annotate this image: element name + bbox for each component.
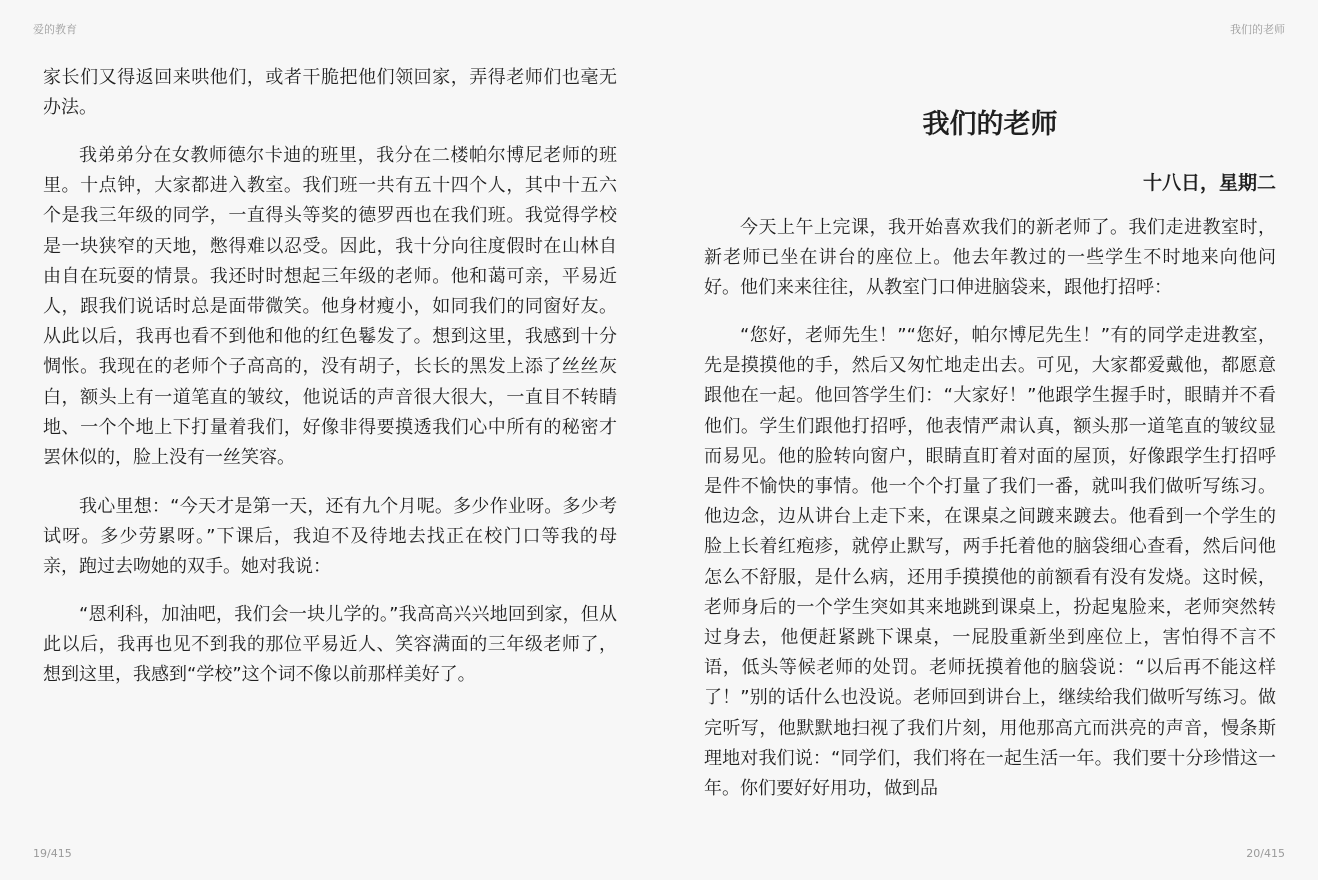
chapter-date: 十八日，星期二	[1142, 172, 1276, 194]
right-page-number: 20/415	[1246, 847, 1285, 860]
left-page[interactable]	[43, 0, 617, 880]
book-title-header: 爱的教育	[33, 23, 77, 36]
right-page[interactable]	[704, 0, 1276, 880]
left-paragraph-3: 我心里想：“今天才是第一天，还有九个月呢。多少作业呀。多少考试呀。多少劳累呀。”下课后，我迫不及待地去找正在校门口等我的母亲，跑过去吻她的双手。她对我说：	[43, 496, 617, 578]
left-paragraph-4: “恩利科，加油吧，我们会一块儿学的。”我高高兴兴地回到家，但从此以后，我再也见不到我的那位平易近人、笑容满面的三年级老师了，想到这里，我感到“学校”这个词不像以前那样美好了。	[43, 604, 617, 686]
chapter-heading: 我们的老师	[922, 109, 1058, 140]
left-paragraph-2: 我弟弟分在女教师德尔卡迪的班里，我分在二楼帕尔博尼老师的班里。十点钟，大家都进入教室。我们班一共有五十四个人，其中十五六个是我三年级的同学，一直得头等奖的德罗西也在我们班。我觉得学校是一块狭窄的天地，憋得难以忍受。因此，我十分向往度假时在山林自由自在玩耍的情景。我还时时想起三年级的老师。他和蔼可亲，平易近人，跟我们说话时总是面带微笑。他身材瘦小，如同我们的同窗好友。从此以后，我再也看不到他和他的红色鬈发了。想到这里，我感到十分惆怅。我现在的老师个子高高的，没有胡子，长长的黑发上添了丝丝灰白，额头上有一道笔直的皱纹，他说话的声音很大很大，一直目不转睛地、一个个地上下打量着我们，好像非得要摸透我们心中所有的秘密才罢休似的，脸上没有一丝笑容。	[43, 145, 617, 469]
right-paragraph-2: “您好，老师先生！”“您好，帕尔博尼先生！”有的同学走进教室，先是摸摸他的手，然后又匆忙地走出去。可见，大家都爱戴他，都愿意跟他在一起。他回答学生们：“大家好！”他跟学生握手时，眼睛并不看他们。学生们跟他打招呼，他表情严肃认真，额头那一道笔直的皱纹显而易见。他的脸转向窗户，眼睛直盯着对面的屋顶，好像跟学生打招呼是件不愉快的事情。他一个个打量了我们一番，就叫我们做听写练习。他边念，边从讲台上走下来，在课桌之间踱来踱去。他看到一个学生的脸上长着红疱疹，就停止默写，两手托着他的脑袋细心查看，然后问他怎么不舒服，是什么病，还用手摸摸他的前额看有没有发烧。这时候，老师身后的一个学生突如其来地跳到课桌上，扮起鬼脸来，老师突然转过身去，他便赶紧跳下课桌，一屁股重新坐到座位上，害怕得不言不语，低头等候老师的处罚。老师抚摸着他的脑袋说：“以后再不能这样了！”别的话什么也没说。老师回到讲台上，继续给我们做听写练习。做完听写，他默默地扫视了我们片刻，用他那高亢而洪亮的声音，慢条斯理地对我们说：“同学们，我们将在一起生活一年。我们要十分珍惜这一年。你们要好好用功，做到品	[704, 325, 1276, 800]
chapter-title-header: 我们的老师	[1230, 23, 1285, 36]
left-page-number: 19/415	[33, 847, 72, 860]
right-paragraph-1: 今天上午上完课，我开始喜欢我们的新老师了。我们走进教室时，新老师已坐在讲台的座位上。他去年教过的一些学生不时地来向他问好。他们来来往往，从教室门口伸进脑袋来，跟他打招呼：	[704, 217, 1276, 299]
left-paragraph-1: 家长们又得返回来哄他们，或者干脆把他们领回家，弄得老师们也毫无办法。	[43, 67, 617, 119]
